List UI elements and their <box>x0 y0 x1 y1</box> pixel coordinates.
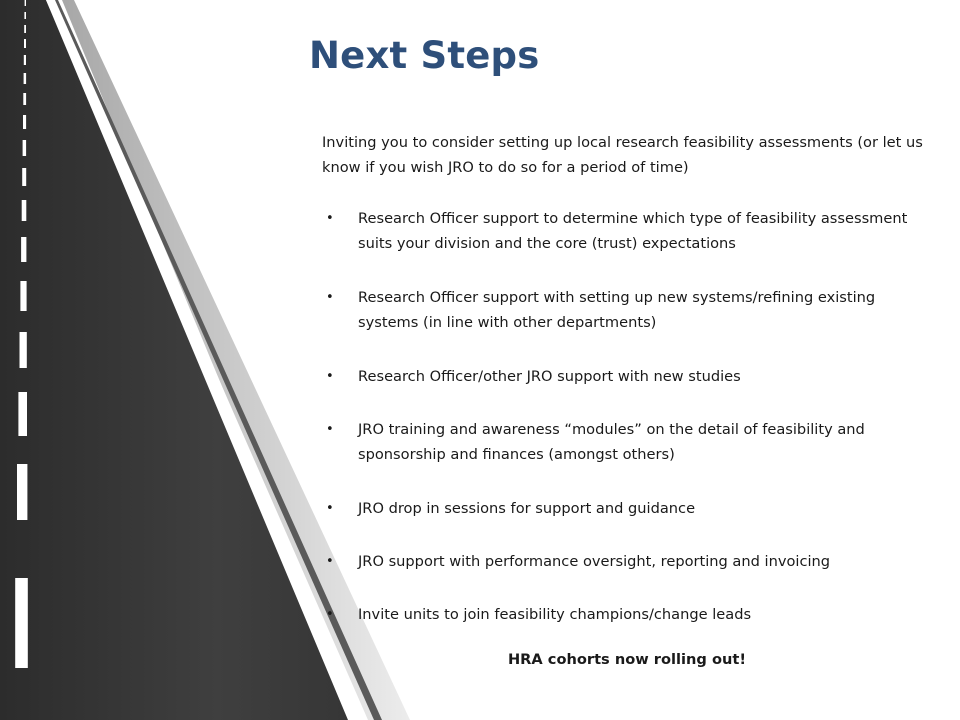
intro-paragraph: Inviting you to consider setting up local research feasibility assessments (or let us know if you wish JRO to do so for a period of time) <box>322 134 923 176</box>
bullet-icon: • <box>326 554 334 569</box>
bullet-icon: • <box>326 369 334 384</box>
list-item <box>322 417 932 467</box>
list-item-text: JRO training and awareness “modules” on the detail of feasibility and sponsorship and finances (amongst others) <box>358 421 865 463</box>
list-item <box>322 549 932 574</box>
closing-statement: HRA cohorts now rolling out! <box>507 651 747 668</box>
list-item <box>322 496 932 521</box>
list-item-text: Invite units to join feasibility champions/change leads <box>358 606 752 623</box>
list-item-text: JRO drop in sessions for support and guidance <box>358 500 696 517</box>
bullet-icon: • <box>326 501 334 516</box>
bullet-icon: • <box>326 422 334 437</box>
list-item-text: Research Officer support with setting up new systems/refining existing systems (in line with other departments) <box>358 289 876 331</box>
list-item-text: JRO support with performance oversight, reporting and invoicing <box>358 553 831 570</box>
slide-title: Next Steps <box>309 34 540 77</box>
next-steps-list <box>322 206 932 656</box>
list-item <box>322 602 932 627</box>
list-item <box>322 364 932 389</box>
bullet-icon: • <box>326 607 334 622</box>
list-item <box>322 285 932 335</box>
list-item <box>322 206 932 256</box>
list-item-text: Research Officer support to determine which type of feasibility assessment suits your division and the core (trust) expectations <box>358 210 908 252</box>
bullet-icon: • <box>326 211 334 226</box>
list-item-text: Research Officer/other JRO support with new studies <box>358 368 741 385</box>
bullet-icon: • <box>326 290 334 305</box>
